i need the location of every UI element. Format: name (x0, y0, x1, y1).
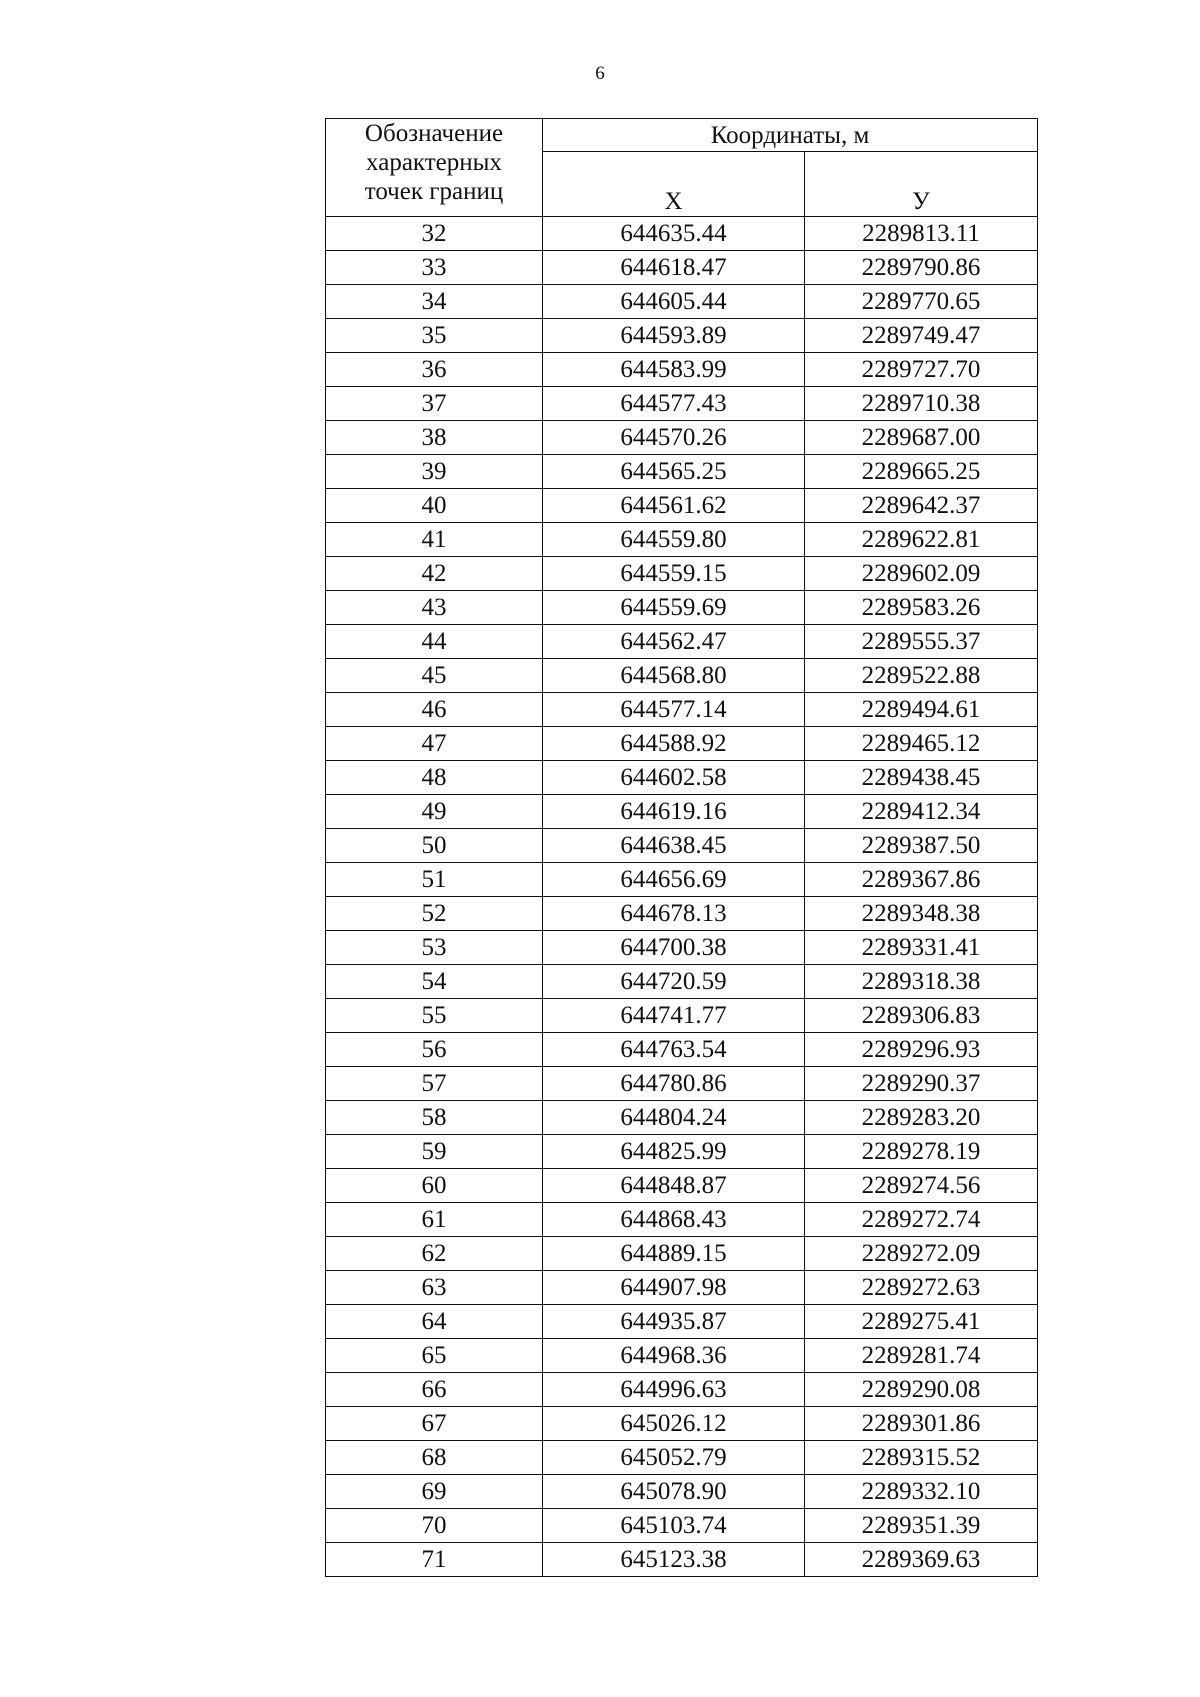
point-number-cell: 65 (326, 1339, 543, 1373)
x-coordinate-cell: 644804.24 (543, 1101, 805, 1135)
y-coordinate-cell: 2289387.50 (805, 829, 1038, 863)
point-number-cell: 32 (326, 217, 543, 251)
y-coordinate-cell: 2289278.19 (805, 1135, 1038, 1169)
x-coordinate-cell: 644577.43 (543, 387, 805, 421)
point-number-cell: 37 (326, 387, 543, 421)
point-number-cell: 50 (326, 829, 543, 863)
point-number-cell: 44 (326, 625, 543, 659)
table-row (326, 319, 1038, 353)
y-coordinate-cell: 2289296.93 (805, 1033, 1038, 1067)
x-coordinate-cell: 644868.43 (543, 1203, 805, 1237)
table-row (326, 591, 1038, 625)
table-row (326, 693, 1038, 727)
point-number-cell: 58 (326, 1101, 543, 1135)
y-coordinate-cell: 2289275.41 (805, 1305, 1038, 1339)
x-coordinate-cell: 644907.98 (543, 1271, 805, 1305)
point-number-cell: 43 (326, 591, 543, 625)
point-number-cell: 55 (326, 999, 543, 1033)
x-coordinate-cell: 644678.13 (543, 897, 805, 931)
table-row (326, 897, 1038, 931)
point-number-cell: 56 (326, 1033, 543, 1067)
y-coordinate-cell: 2289290.37 (805, 1067, 1038, 1101)
table-row (326, 795, 1038, 829)
y-coordinate-cell: 2289272.74 (805, 1203, 1038, 1237)
point-number-cell: 69 (326, 1475, 543, 1509)
x-coordinate-cell: 644605.44 (543, 285, 805, 319)
point-designation-header (326, 119, 543, 217)
x-coordinate-cell: 644559.69 (543, 591, 805, 625)
x-coordinate-cell: 645123.38 (543, 1543, 805, 1577)
y-coordinate-cell: 2289583.26 (805, 591, 1038, 625)
x-coordinate-cell: 644570.26 (543, 421, 805, 455)
x-coordinate-cell: 644968.36 (543, 1339, 805, 1373)
y-coordinate-cell: 2289348.38 (805, 897, 1038, 931)
point-number-cell: 64 (326, 1305, 543, 1339)
point-number-cell: 57 (326, 1067, 543, 1101)
table-row (326, 285, 1038, 319)
point-number-cell: 61 (326, 1203, 543, 1237)
y-coordinate-cell: 2289555.37 (805, 625, 1038, 659)
table-row (326, 1339, 1038, 1373)
y-coordinate-cell: 2289301.86 (805, 1407, 1038, 1441)
point-number-cell: 38 (326, 421, 543, 455)
table-row (326, 455, 1038, 489)
point-number-cell: 47 (326, 727, 543, 761)
point-number-cell: 70 (326, 1509, 543, 1543)
table-row (326, 353, 1038, 387)
x-coordinate-cell: 644561.62 (543, 489, 805, 523)
table-row (326, 217, 1038, 251)
x-coordinate-cell: 644763.54 (543, 1033, 805, 1067)
table-row (326, 1475, 1038, 1509)
y-coordinate-cell: 2289318.38 (805, 965, 1038, 999)
table-row (326, 1203, 1038, 1237)
y-coordinate-cell: 2289790.86 (805, 251, 1038, 285)
y-coordinate-cell: 2289438.45 (805, 761, 1038, 795)
table-row (326, 1033, 1038, 1067)
x-coordinate-cell: 645078.90 (543, 1475, 805, 1509)
y-coordinate-cell: 2289727.70 (805, 353, 1038, 387)
table-row (326, 1271, 1038, 1305)
y-coordinate-cell: 2289351.39 (805, 1509, 1038, 1543)
y-coordinate-cell: 2289710.38 (805, 387, 1038, 421)
point-number-cell: 36 (326, 353, 543, 387)
point-number-cell: 71 (326, 1543, 543, 1577)
x-coordinate-cell: 644602.58 (543, 761, 805, 795)
point-header-line-3: точек границ (364, 178, 504, 205)
x-coordinate-cell: 644889.15 (543, 1237, 805, 1271)
x-coordinate-cell: 644635.44 (543, 217, 805, 251)
table-row (326, 931, 1038, 965)
table-row (326, 659, 1038, 693)
point-number-cell: 46 (326, 693, 543, 727)
table-row (326, 421, 1038, 455)
y-coordinate-cell: 2289315.52 (805, 1441, 1038, 1475)
table-body (326, 217, 1038, 1577)
point-number-cell: 45 (326, 659, 543, 693)
x-coordinate-cell: 644700.38 (543, 931, 805, 965)
table-row (326, 999, 1038, 1033)
x-coordinate-cell: 644741.77 (543, 999, 805, 1033)
y-coordinate-cell: 2289642.37 (805, 489, 1038, 523)
table-row (326, 863, 1038, 897)
table-row (326, 557, 1038, 591)
x-coordinate-cell: 644825.99 (543, 1135, 805, 1169)
table-row (326, 1169, 1038, 1203)
y-coordinate-cell: 2289369.63 (805, 1543, 1038, 1577)
y-coordinate-cell: 2289274.56 (805, 1169, 1038, 1203)
y-coordinate-cell: 2289331.41 (805, 931, 1038, 965)
table-row (326, 761, 1038, 795)
point-header-line-1: Обозначение (364, 120, 504, 147)
point-number-cell: 42 (326, 557, 543, 591)
x-coordinate-cell: 644559.80 (543, 523, 805, 557)
point-number-cell: 33 (326, 251, 543, 285)
y-coordinate-cell: 2289494.61 (805, 693, 1038, 727)
x-coordinate-cell: 644656.69 (543, 863, 805, 897)
y-coordinate-cell: 2289272.09 (805, 1237, 1038, 1271)
x-coordinate-cell: 644848.87 (543, 1169, 805, 1203)
x-coordinate-cell: 644565.25 (543, 455, 805, 489)
point-number-cell: 34 (326, 285, 543, 319)
coordinates-table (325, 118, 1038, 1577)
point-number-cell: 68 (326, 1441, 543, 1475)
point-number-cell: 49 (326, 795, 543, 829)
y-column-header: У (805, 152, 1038, 217)
table-row (326, 1373, 1038, 1407)
y-coordinate-cell: 2289602.09 (805, 557, 1038, 591)
y-coordinate-cell: 2289281.74 (805, 1339, 1038, 1373)
page-number: 6 (595, 63, 605, 84)
x-coordinate-cell: 644562.47 (543, 625, 805, 659)
point-number-cell: 41 (326, 523, 543, 557)
point-number-cell: 52 (326, 897, 543, 931)
table-row (326, 829, 1038, 863)
table-row (326, 625, 1038, 659)
point-number-cell: 40 (326, 489, 543, 523)
point-number-cell: 48 (326, 761, 543, 795)
y-coordinate-cell: 2289665.25 (805, 455, 1038, 489)
table-row (326, 1237, 1038, 1271)
y-coordinate-cell: 2289332.10 (805, 1475, 1038, 1509)
table-row (326, 1305, 1038, 1339)
x-coordinate-cell: 644583.99 (543, 353, 805, 387)
x-coordinate-cell: 645026.12 (543, 1407, 805, 1441)
point-number-cell: 60 (326, 1169, 543, 1203)
point-number-cell: 51 (326, 863, 543, 897)
x-column-header: Х (543, 152, 805, 217)
table-header (326, 119, 1038, 217)
x-coordinate-cell: 644619.16 (543, 795, 805, 829)
table-row (326, 727, 1038, 761)
table-row (326, 523, 1038, 557)
point-number-cell: 67 (326, 1407, 543, 1441)
table-row (326, 251, 1038, 285)
x-coordinate-cell: 644559.15 (543, 557, 805, 591)
table-row (326, 1441, 1038, 1475)
y-coordinate-cell: 2289813.11 (805, 217, 1038, 251)
table-row (326, 965, 1038, 999)
x-coordinate-cell: 644568.80 (543, 659, 805, 693)
y-coordinate-cell: 2289522.88 (805, 659, 1038, 693)
x-coordinate-cell: 645103.74 (543, 1509, 805, 1543)
point-number-cell: 54 (326, 965, 543, 999)
x-coordinate-cell: 644618.47 (543, 251, 805, 285)
table-row (326, 489, 1038, 523)
table-row (326, 1407, 1038, 1441)
x-coordinate-cell: 644720.59 (543, 965, 805, 999)
point-number-cell: 62 (326, 1237, 543, 1271)
table-row (326, 387, 1038, 421)
y-coordinate-cell: 2289687.00 (805, 421, 1038, 455)
y-coordinate-cell: 2289749.47 (805, 319, 1038, 353)
table-row (326, 1101, 1038, 1135)
coordinates-group-header: Координаты, м (543, 119, 1038, 152)
x-coordinate-cell: 644638.45 (543, 829, 805, 863)
table-row (326, 1543, 1038, 1577)
x-coordinate-cell: 644935.87 (543, 1305, 805, 1339)
y-coordinate-cell: 2289272.63 (805, 1271, 1038, 1305)
x-coordinate-cell: 645052.79 (543, 1441, 805, 1475)
x-coordinate-cell: 644996.63 (543, 1373, 805, 1407)
point-number-cell: 53 (326, 931, 543, 965)
y-coordinate-cell: 2289622.81 (805, 523, 1038, 557)
point-number-cell: 35 (326, 319, 543, 353)
point-number-cell: 59 (326, 1135, 543, 1169)
y-coordinate-cell: 2289465.12 (805, 727, 1038, 761)
table-row (326, 1509, 1038, 1543)
point-number-cell: 66 (326, 1373, 543, 1407)
x-coordinate-cell: 644577.14 (543, 693, 805, 727)
y-coordinate-cell: 2289770.65 (805, 285, 1038, 319)
y-coordinate-cell: 2289412.34 (805, 795, 1038, 829)
x-coordinate-cell: 644588.92 (543, 727, 805, 761)
x-coordinate-cell: 644780.86 (543, 1067, 805, 1101)
y-coordinate-cell: 2289306.83 (805, 999, 1038, 1033)
point-number-cell: 39 (326, 455, 543, 489)
table-row (326, 1135, 1038, 1169)
x-coordinate-cell: 644593.89 (543, 319, 805, 353)
point-header-line-2: характерных (366, 149, 502, 176)
point-number-cell: 63 (326, 1271, 543, 1305)
y-coordinate-cell: 2289290.08 (805, 1373, 1038, 1407)
y-coordinate-cell: 2289367.86 (805, 863, 1038, 897)
y-coordinate-cell: 2289283.20 (805, 1101, 1038, 1135)
table-row (326, 1067, 1038, 1101)
